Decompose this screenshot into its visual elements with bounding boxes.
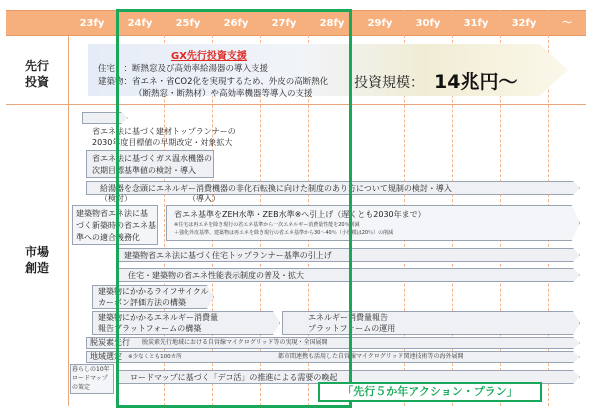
year-27fy: 27fy [271, 18, 297, 29]
review-label: （検討） [100, 194, 132, 203]
zeh-note-2: ＋強化外皮基準、建築物は再エネを除き現行の省エネ基準から30～40％（小規模は20％）の削減 [174, 230, 394, 236]
year-32fy: 32fy [511, 18, 537, 29]
intro-label: （導入） [188, 194, 220, 203]
conformity-label: 建築物省エネ法に基 [76, 209, 148, 218]
zeh-label: 省エネ基準をZEH水準・ZEB水準※へ引上げ（遅くとも2030年まで） [174, 210, 426, 219]
conformity-label-3: 準への適合義務化 [76, 233, 140, 242]
year-29fy: 29fy [367, 18, 393, 29]
year-24fy: 24fy [127, 18, 153, 29]
decarbon-note: 脱炭素先行地域における自営線マイクログリッド等の実現・全国展開 [142, 339, 328, 346]
row-label-investment: 先行 投資 [24, 59, 49, 89]
investment-scale-label: 投資規模： [354, 75, 424, 91]
dekatsu-label: ロードマップに基づく「デコ活」の推進による需要の喚起 [130, 373, 338, 382]
roadmap-label-3: の策定 [72, 384, 91, 391]
housing-top-runner-label: 建築物省エネ法に基づく住宅トップランナー基準の引上げ [124, 251, 332, 260]
investment-housing-line: 住宅 ：断熱窓及び高効率給湯器の導入支援 [98, 64, 269, 74]
reporting-label-2: 報告プラットフォームの構築 [98, 324, 202, 333]
gas-heater-label-2: 次期目標基準値の検討・導入 [92, 166, 196, 175]
year-25fy: 25fy [175, 18, 201, 29]
labeling-label: 住宅・建築物の省エネ性能表示制度の普及・拡大 [128, 271, 304, 280]
row-label-market: 市場 創造 [24, 245, 49, 275]
conformity-label-2: づく新築時の省エネ基 [76, 221, 156, 230]
water-heater-label: 給湯器を念頭にエネルギー消費機器の非化石転換に向けた制度のあり方について規制の検討・導入 [100, 184, 452, 193]
region-note: ※少なくとも100カ所 [128, 354, 182, 360]
roadmap-label-2: ロードマップ [72, 375, 108, 382]
year-30fy: 30fy [415, 18, 441, 29]
gas-heater-label: 省エネ法に基づくガス温水機器の [92, 154, 212, 163]
gx-support-title: GX先行投資支援 [171, 51, 247, 62]
year-31fy: 31fy [463, 18, 489, 29]
action-plan-label: 「先行５か年アクション・プラン」 [318, 382, 542, 402]
investment-building-line-2: （断熱窓・断熱材）や高効率機器等導入の支援 [134, 89, 313, 99]
year-26fy: 26fy [223, 18, 249, 29]
reporting-operation-label: エネルギー消費量報告 [308, 313, 388, 322]
year-later: ～ [562, 18, 572, 29]
zeh-note: ※住宅は再エネを除き現行の省エネ基準から一次エネルギー消費量性能を20％削減 [174, 222, 360, 228]
reporting-operation-label-2: プラットフォームの運用 [308, 324, 396, 333]
label-column-divider [68, 36, 69, 406]
lifecycle-label-2: カーボン評価方法の構築 [98, 298, 186, 307]
top-runner-label: 省エネ法に基づく建材トップランナーの [92, 127, 236, 136]
top-runner-label-2: 2030年度目標値の早期改定・対象拡大 [92, 138, 233, 147]
microgrid-label: 都市間連携も活用した自営線マイクログリッド関連技術等の海外展開 [278, 353, 464, 360]
roadmap-label: 暮らしの10年 [72, 366, 110, 373]
lifecycle-label: 建築物にかかるライフサイクル [98, 287, 209, 296]
investment-scale-value: 14兆円～ [434, 71, 518, 93]
decarbon-label: 脱炭素先行 [90, 338, 130, 347]
year-28fy: 28fy [319, 18, 345, 29]
five-year-highlight-frame [116, 9, 352, 408]
investment-building-line: 建築物：省エネ・省CO2化を実現するため、外皮の高断熱化 [98, 77, 329, 87]
reporting-label: 建築物にかかるエネルギー消費量 [98, 313, 218, 322]
year-23fy: 23fy [79, 18, 105, 29]
region-select-label: 地域選定 [90, 352, 122, 361]
